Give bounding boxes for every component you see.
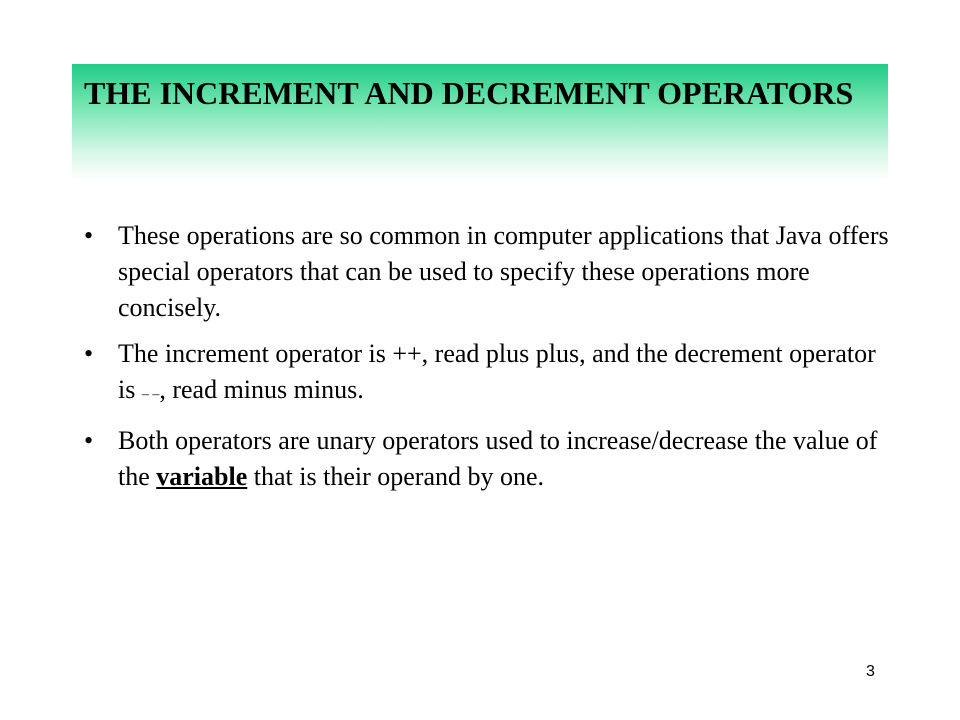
bullet-text-tail: that is their operand by one.	[247, 462, 545, 491]
bullet-item	[84, 336, 894, 413]
bullet-marker: •	[84, 221, 94, 250]
emphasized-variable: variable	[156, 462, 248, 491]
bullet-item	[84, 218, 894, 326]
decrement-operator-glyph: – –	[141, 387, 160, 402]
bullet-text: Both operators are unary operators used to increase/decrease the value of the	[118, 426, 878, 491]
bullet-marker: •	[84, 426, 94, 455]
bullet-list	[84, 218, 894, 505]
page-number: 3	[866, 663, 875, 680]
slide-title: THE INCREMENT AND DECREMENT OPERATORS	[84, 75, 854, 111]
bullet-marker: •	[84, 339, 94, 368]
bullet-item	[84, 423, 894, 495]
bullet-text: The increment operator is ++, read plus plus, and the decrement operator is	[118, 339, 876, 404]
bullet-text-tail: , read minus minus.	[159, 375, 364, 404]
bullet-text: These operations are so common in computer applications that Java offers special operators that can be used to specify these operations more concisely.	[118, 221, 889, 322]
